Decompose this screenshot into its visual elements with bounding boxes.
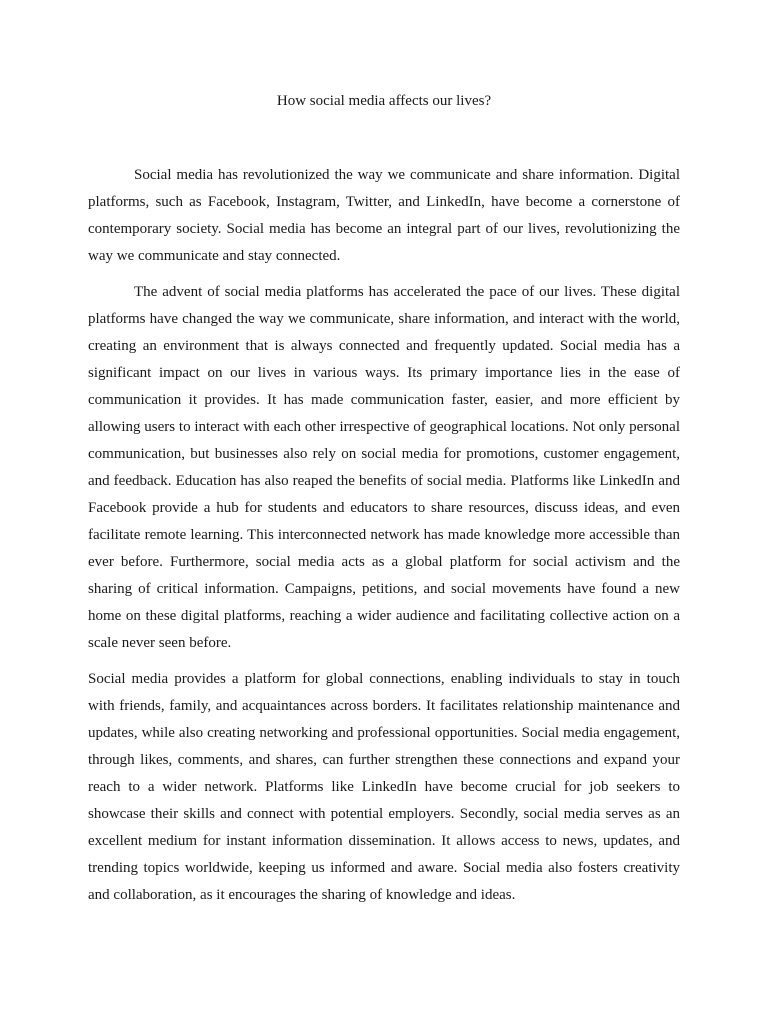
paragraph-2: The advent of social media platforms has accelerated the pace of our lives. These digital platforms have changed the way we communicate, share information, and interact with the world, creating an environment that is always connected and frequently updated. Social media has a significant impact on our lives in various ways. Its primary importance lies in the ease of communication it provides. It has made communication faster, easier, and more efficient by allowing users to interact with each other irrespective of geographical locations. Not only personal communication, but businesses also rely on social media for promotions, customer engagement, and feedback. Education has also reaped the benefits of social media. Platforms like LinkedIn and Facebook provide a hub for students and educators to share resources, discuss ideas, and even facilitate remote learning. This interconnected network has made knowledge more accessible than ever before. Furthermore, social media acts as a global platform for social activism and the sharing of critical information. Campaigns, petitions, and social movements have found a new home on these digital platforms, reaching a wider audience and facilitating collective action on a scale never seen before.	[88, 284, 680, 651]
paragraph-3: Social media provides a platform for global connections, enabling individuals to stay in touch with friends, family, and acquaintances across borders. It facilitates relationship maintenance and updates, while also creating networking and professional opportunities. Social media engagement, through likes, comments, and shares, can further strengthen these connections and expand your reach to a wider network. Platforms like LinkedIn have become crucial for job seekers to showcase their skills and connect with potential employers. Secondly, social media serves as an excellent medium for instant information dissemination. It allows access to news, updates, and trending topics worldwide, keeping us informed and aware. Social media also fosters creativity and collaboration, as it encourages the sharing of knowledge and ideas.	[88, 671, 680, 903]
paragraph-1: Social media has revolutionized the way we communicate and share information. Digital platforms, such as Facebook, Instagram, Twitter, and LinkedIn, have become a cornerstone of contemporary society. Social media has become an integral part of our lives, revolutionizing the way we communicate and stay connected.	[88, 167, 680, 264]
document-title: How social media affects our lives?	[276, 93, 492, 109]
document-body	[88, 162, 680, 909]
